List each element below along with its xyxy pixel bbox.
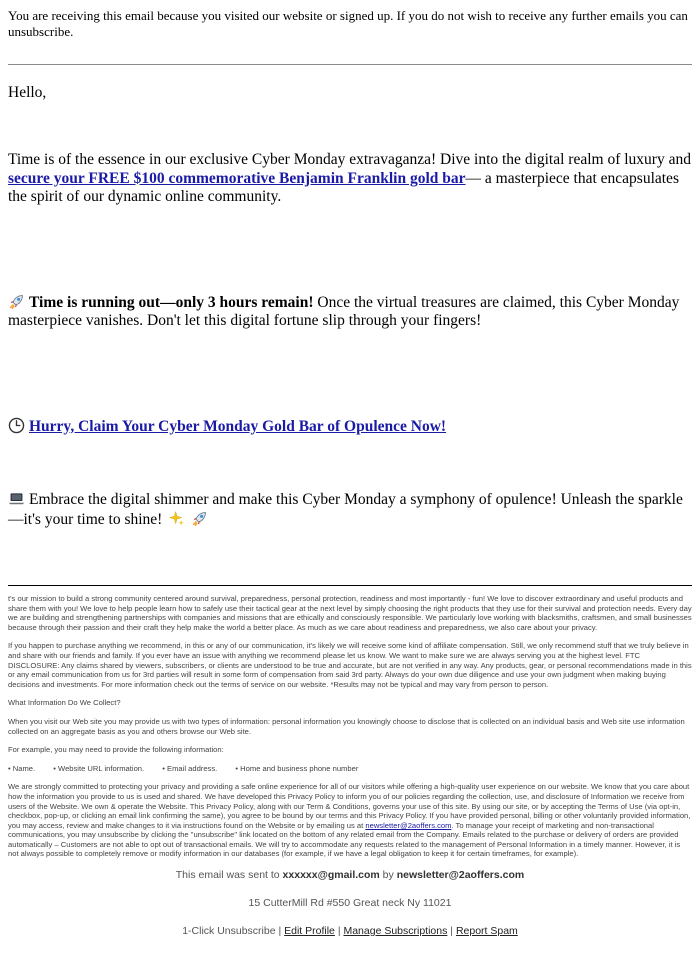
email-body <box>8 8 692 937</box>
manage-subscriptions-link[interactable]: Manage Subscriptions <box>343 925 448 938</box>
intro-text-after: — a masterpiece that encapsulates the spirit of our dynamic online community. <box>8 169 679 205</box>
link-separator: | <box>275 925 285 938</box>
privacy-text-before: We are strongly committed to protecting your privacy and providing a safe online experience for all of our visitors while offering a high-quality user experience on our website. We know that you care about how the information you provide to us is used and shared. We have developed this Privacy Policy to inform you of our policies regarding the collection, use, and disclosure of Information we receive from users of the Website. We own & operate the Website. This Privacy Policy, along with our Term & Conditions, governs your use of this site. By using our site, or by accepting the Terms of Use (via opt-in, checkbox, pop-up, or clicking an email link confirming the same), you agree to be bound by our terms and this Privacy Policy. If you have provided personal, billing or other voluntarily provided information, you may access, review and make changes to it via instructions found on the Website or by emailing us at <box>8 782 691 830</box>
privacy-policy-text <box>8 782 692 859</box>
one-click-unsubscribe: 1-Click Unsubscribe <box>182 925 276 938</box>
sent-prefix: This email was sent to <box>175 869 283 882</box>
sender-email: newsletter@2aoffers.com <box>396 869 525 882</box>
privacy-question: What Information Do We Collect? <box>8 698 121 708</box>
fine-print-divider <box>8 585 692 586</box>
closing-text: Embrace the digital shimmer and make this Cyber Monday a symphony of opulence! Unleash the sparkle—it's your time to shine! <box>8 491 683 528</box>
list-item: • Email address. <box>162 763 218 773</box>
urgency-bold-text: Time is running out—only 3 hours remain! <box>29 293 314 311</box>
mailing-address: 15 CutterMill Rd #550 Great neck Ny 11021 <box>248 897 452 910</box>
collection-info: When you visit our Web site you may provide us with two types of information: personal information you knowingly choose to disclose that is collected on an individual basis and Web site use information collected on an aggregate basis as you and others browse our Web site. <box>8 716 685 736</box>
greeting: Hello, <box>8 84 47 101</box>
sent-to-line <box>8 869 692 881</box>
closing-paragraph <box>8 490 692 529</box>
mission-statement: t's our mission to build a strong community centered around survival, preparedness, personal protection, readiness and most importantly - fun! We love to discover extraordinary and useful products and share them with you! We love to help people learn how to safely use their tactical gear at the next level by simply choosing the right products that they use for their survival and protection needs. Every day we are building and strengthening partnerships with companies and missions that are ethically and consciously responsible. We particularly love working with blacksmiths, craftsmen, and small businesses because through their passion and their craft they help make the world a better place. As much as we care about readiness and preparedness, we also care about your privacy. <box>8 594 692 632</box>
list-item: • Website URL information. <box>53 763 145 773</box>
edit-profile-link[interactable]: Edit Profile <box>284 925 335 938</box>
rocket-icon <box>8 293 25 310</box>
affiliate-disclosure: If you happen to purchase anything we recommend, in this or any of our communication, it's likely we will receive some kind of affiliate compensation. Still, we only recommend stuff that we truly believe in and share with our friends and family. If you ever have an issue with anything we recommend please let us know. We want to make sure we are always serving you at the highest level. FTC DISCLOSURE: Any claims shared by viewers, subscribers, or clients are understood to be true and accurate, but are not verified in any way. Any products, gear, or personal recommendations made in this or any email communication from us for 3rd parties will result in some form of compensation from said 3rd party. Always do your own due diligence and use your own judgment when making buying decisions and investments. For more information check out the terms of service on our website. *Results may not be typical and may vary from person to person. <box>8 641 692 689</box>
unsubscribe-notice: You are receiving this email because you visited our website or signed up. If you do not wish to receive any further emails you can unsubscribe. <box>8 8 688 39</box>
top-divider <box>8 64 692 65</box>
report-spam-link[interactable]: Report Spam <box>455 925 518 938</box>
cta-paragraph <box>8 417 692 437</box>
intro-text-before: Time is of the essence in our exclusive Cyber Monday extravaganza! Dive into the digital realm of luxury and <box>8 151 691 168</box>
intro-paragraph <box>8 151 692 207</box>
recipient-email: xxxxxx@gmail.com <box>282 869 380 882</box>
list-item: • Name. <box>8 763 36 773</box>
list-item: • Home and business phone number <box>235 763 359 773</box>
rocket-icon <box>191 510 208 527</box>
claim-gold-bar-link[interactable]: Hurry, Claim Your Cyber Monday Gold Bar of Opulence Now! <box>29 417 447 435</box>
urgency-text: Once the virtual treasures are claimed, this Cyber Monday masterpiece vanishes. Don't let this digital fortune slip through your fingers! <box>8 293 680 329</box>
urgency-paragraph <box>8 293 692 331</box>
link-separator: | <box>447 925 456 938</box>
sparkles-icon <box>168 510 185 527</box>
example-intro: For example, you may need to provide the following information: <box>8 745 224 755</box>
sent-by: by <box>379 869 397 882</box>
privacy-email-link[interactable]: newsletter@2aoffers.com <box>365 820 452 830</box>
laptop-icon <box>8 490 25 507</box>
footer-links <box>8 925 692 937</box>
clock-icon <box>8 417 25 434</box>
gold-bar-offer-link[interactable]: secure your FREE $100 commemorative Benjamin Franklin gold bar <box>8 169 466 187</box>
info-list <box>8 764 692 774</box>
link-separator: | <box>334 925 344 938</box>
privacy-text-after: . To manage your receipt of marketing and non-transactional communications, you may unsubscribe by clicking the "unsubscribe" link located on the bottom of any related email from the Company. Emails related to the purchase or delivery of orders are provided automatically – Customers are not able to opt out of transactional emails. We will try to accommodate any requests related to the management of Personal Information in a timely manner. However, it is not always possible to completely remove or modify information in our databases (for example, if we have a legal obligation to keep it for certain timeframes, for example). <box>8 820 681 859</box>
